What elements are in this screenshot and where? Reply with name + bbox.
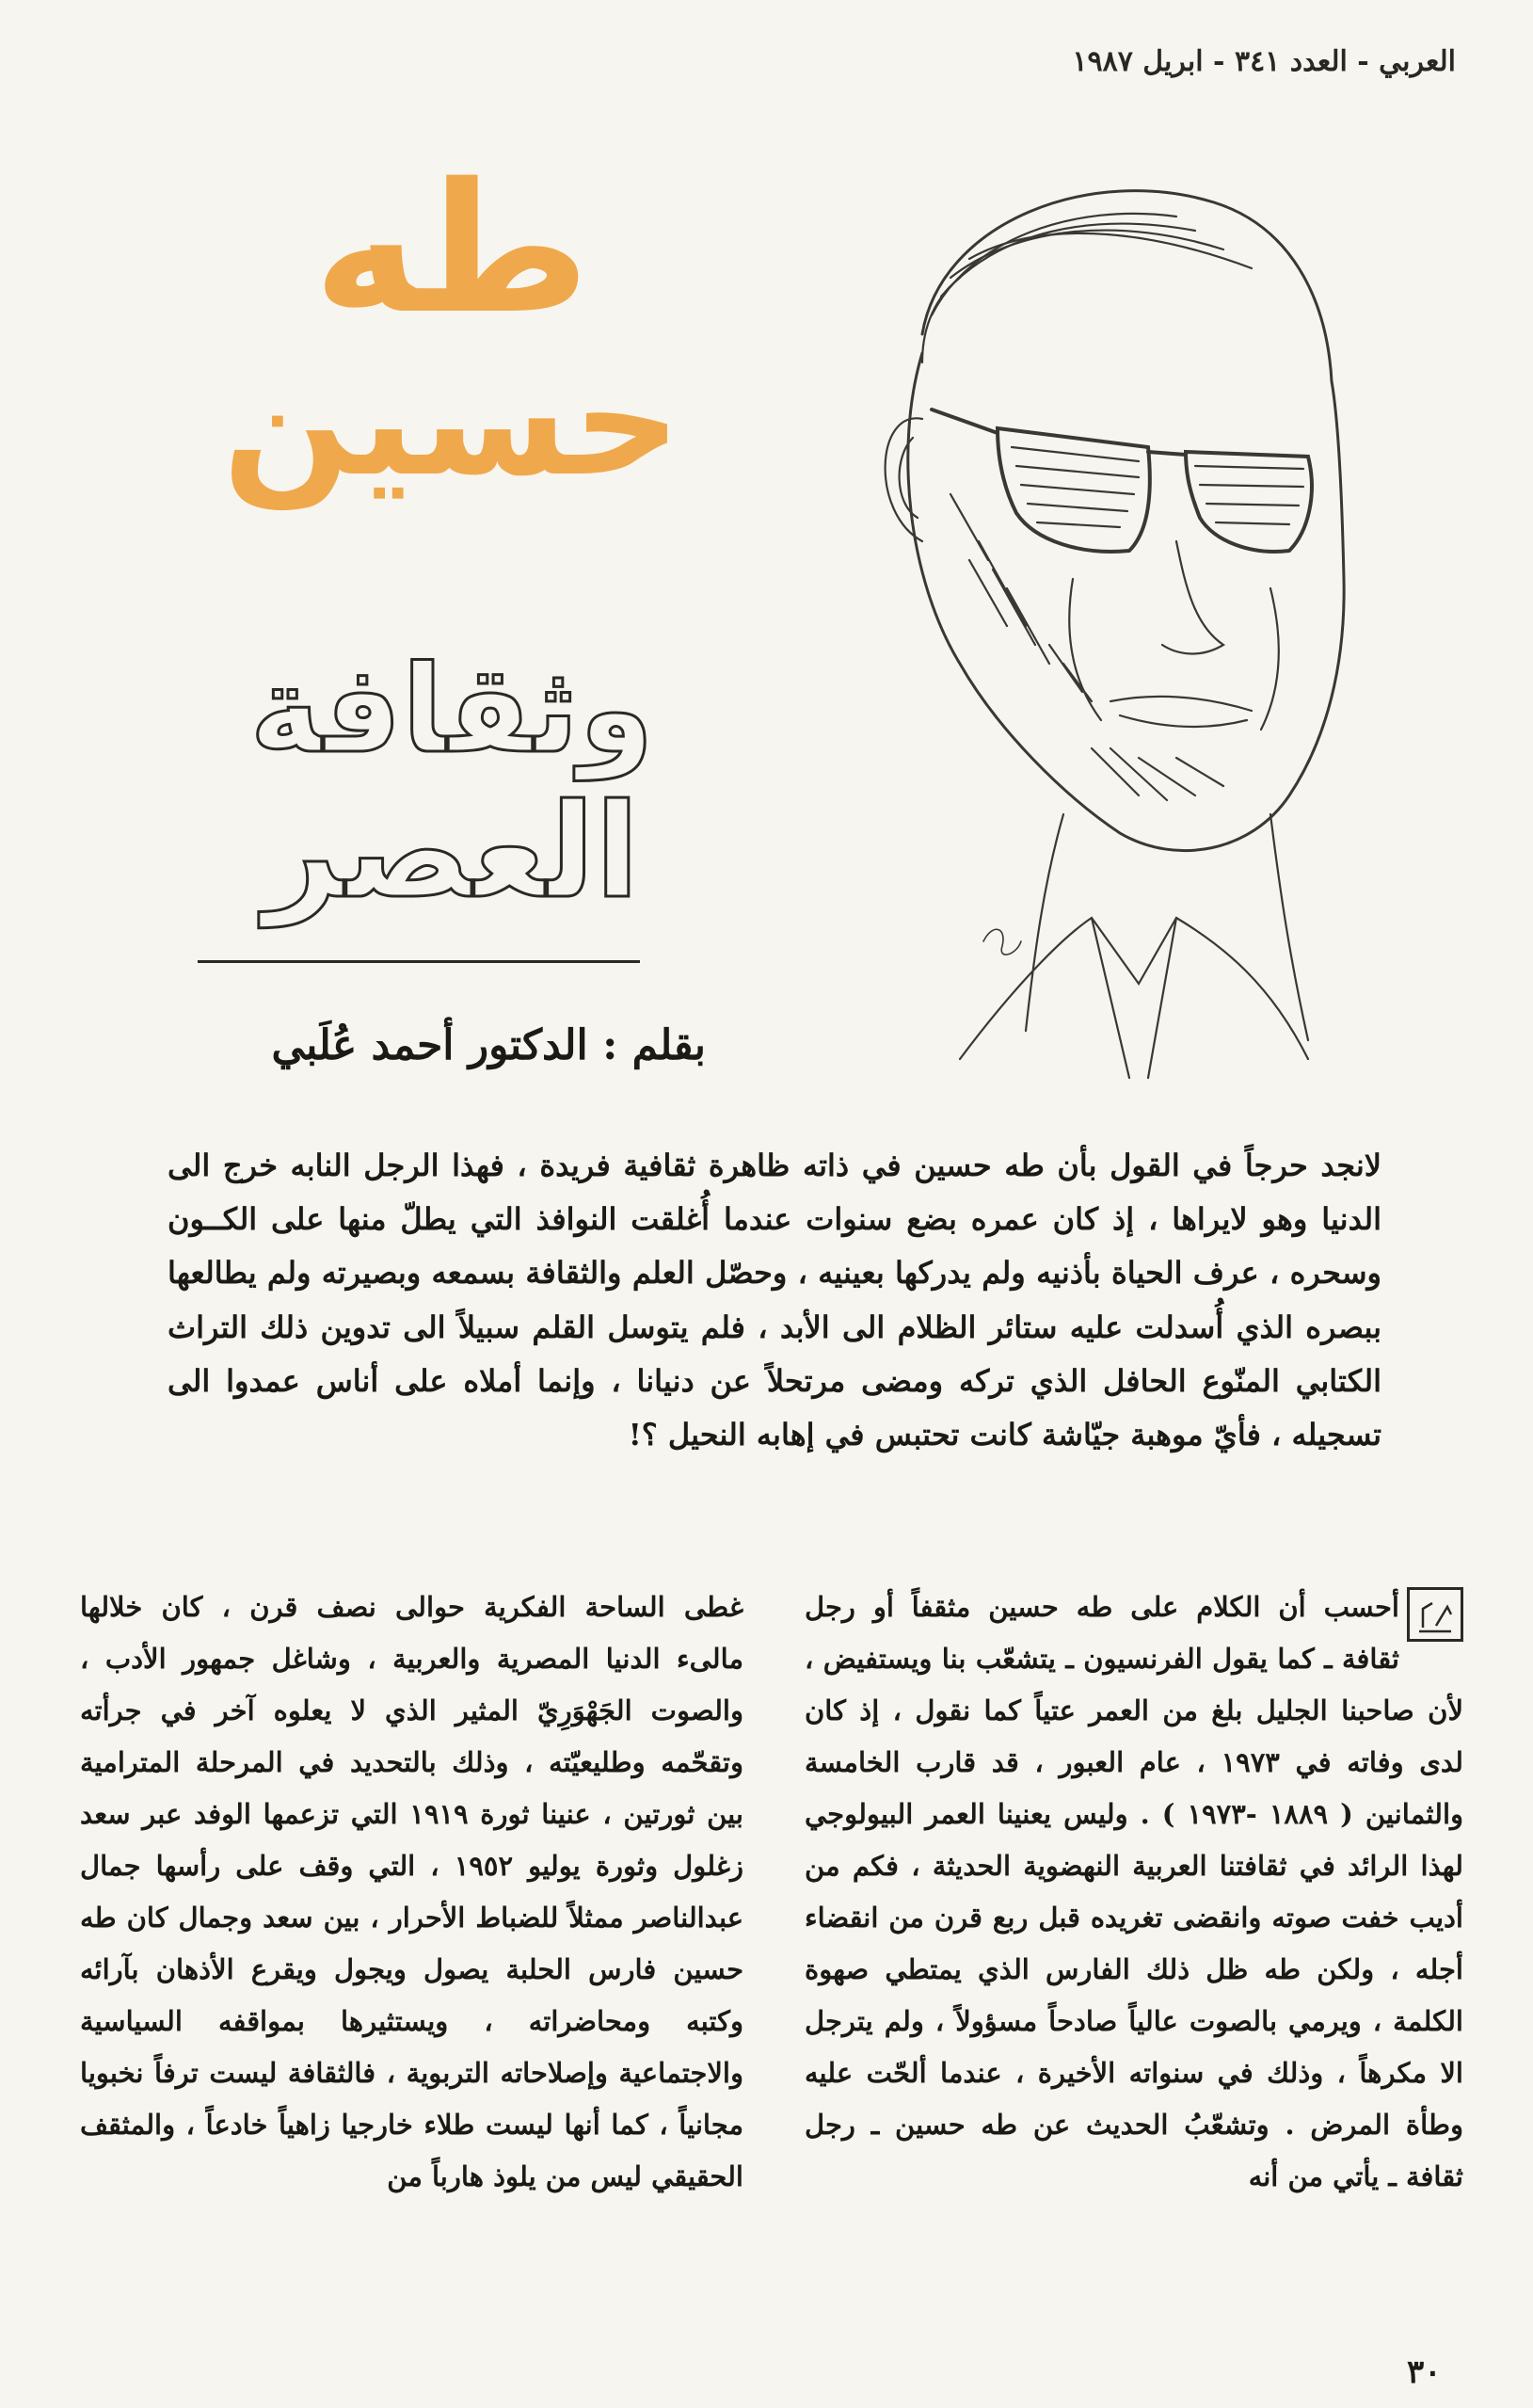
section-marker-icon (1407, 1587, 1463, 1642)
author-byline: بقلم : الدكتور أحمد عُلَبي (271, 1021, 706, 1069)
subtitle-line-culture: وثقافة (249, 640, 654, 780)
title-line-taha: طه (312, 145, 591, 353)
running-header: العربي - العدد ٣٤١ - ابريل ١٩٨٧ (1072, 45, 1456, 78)
subtitle-line-age: العصر (263, 776, 640, 927)
intro-paragraph: لانجد حرجاً في القول بأن طه حسين في ذاته ظاهرة ثقافية فريدة ، فهذا الرجل النابه خرج الى الدنيا وهو لايراها ، إذ كان عمره بضع سنوات عندما أُغلقت النوافذ التي يطلّ منها على الكــون وسحره ، عرف الحياة بأذنيه ولم يدركها بعينيه ، وحصّل العلم والثقافة بسمعه وبصيرته ولم يطالعها ببصره الذي أُسدلت عليه ستائر الظلام الى الأبد ، فلم يتوسل القلم سبيلاً الى تدوين ذلك التراث الكتابي المنّوع الحافل الذي تركه ومضى مرتحلاً عن دنيانا ، وإنما أملاه على أناس عمدوا الى تسجيله ، فأيّ موهبة جيّاشة كانت تحتبس في إهابه النحيل ؟! (168, 1148, 1382, 1453)
title-underline-rule (198, 960, 640, 963)
column-right-text: أحسب أن الكلام على طه حسين مثقفاً أو رجل ثقافة ـ كما يقول الفرنسيون ـ يتشعّب بنا ويستفيض ، لأن صاحبنا الجليل بلغ من العمر عتياً كما نقول ، إذ كان لدى وفاته في ١٩٧٣ ، عام العبور ، قد قارب الخامسة والثمانين ( ١٨٨٩ -١٩٧٣ ) . وليس يعنينا العمر البيولوجي لهذا الرائد في ثقافتنا العربية النهضوية الحديثة ، فكم من أديب خفت صوته وانقضى تغريده قبل ربع قرن من انقضاء أجله ، ولكن طه ظل ذلك الفارس الذي يمتطي صهوة الكلمة ، ويرمي بالصوت عالياً صادحاً مسؤولاً ، ولم يترجل الا مكرهاً ، وذلك في سنواته الأخيرة ، عندما ألحّت عليه وطأة المرض . وتشعّبُ الحديث عن طه حسين ـ رجل ثقافة ـ يأتي من أنه (805, 1591, 1464, 2192)
portrait-sketch-illustration (781, 136, 1365, 1120)
title-line-hussein: حسين (222, 333, 681, 509)
article-title-block (188, 145, 715, 979)
body-column-right (805, 1581, 1463, 2203)
article-subtitle-outlined (188, 640, 715, 927)
page-number: ٣٠ (1407, 2353, 1442, 2391)
body-column-left: غطى الساحة الفكرية حوالى نصف قرن ، كان خلالها مالىء الدنيا المصرية والعربية ، وشاغل جمهور الأدب ، والصوت الجَهْوَرِيّ المثير الذي لا يعلوه آخر في جرأته وتقحّمه وطليعيّته ، وذلك بالتحديد في المرحلة المترامية بين ثورتين ، عنينا ثورة ١٩١٩ التي تزعمها الوفد عبر سعد زغلول وثورة يوليو ١٩٥٢ ، التي وقف على رأسها جمال عبدالناصر ممثلاً للضباط الأحرار ، بين سعد وجمال كان طه حسين فارس الحلبة يصول ويجول ويقرع الأذهان بآرائه وكتبه ومحاضراته ، ويستثيرها بمواقفه السياسية والاجتماعية وإصلاحاته التربوية ، فالثقافة ليست ترفاً نخبويا مجانياً ، كما أنها ليست طلاء خارجيا زاهياً خادعاً ، والمثقف الحقيقي ليس من يلوذ هارباً من (80, 1591, 744, 2192)
article-title-orange (188, 145, 715, 509)
